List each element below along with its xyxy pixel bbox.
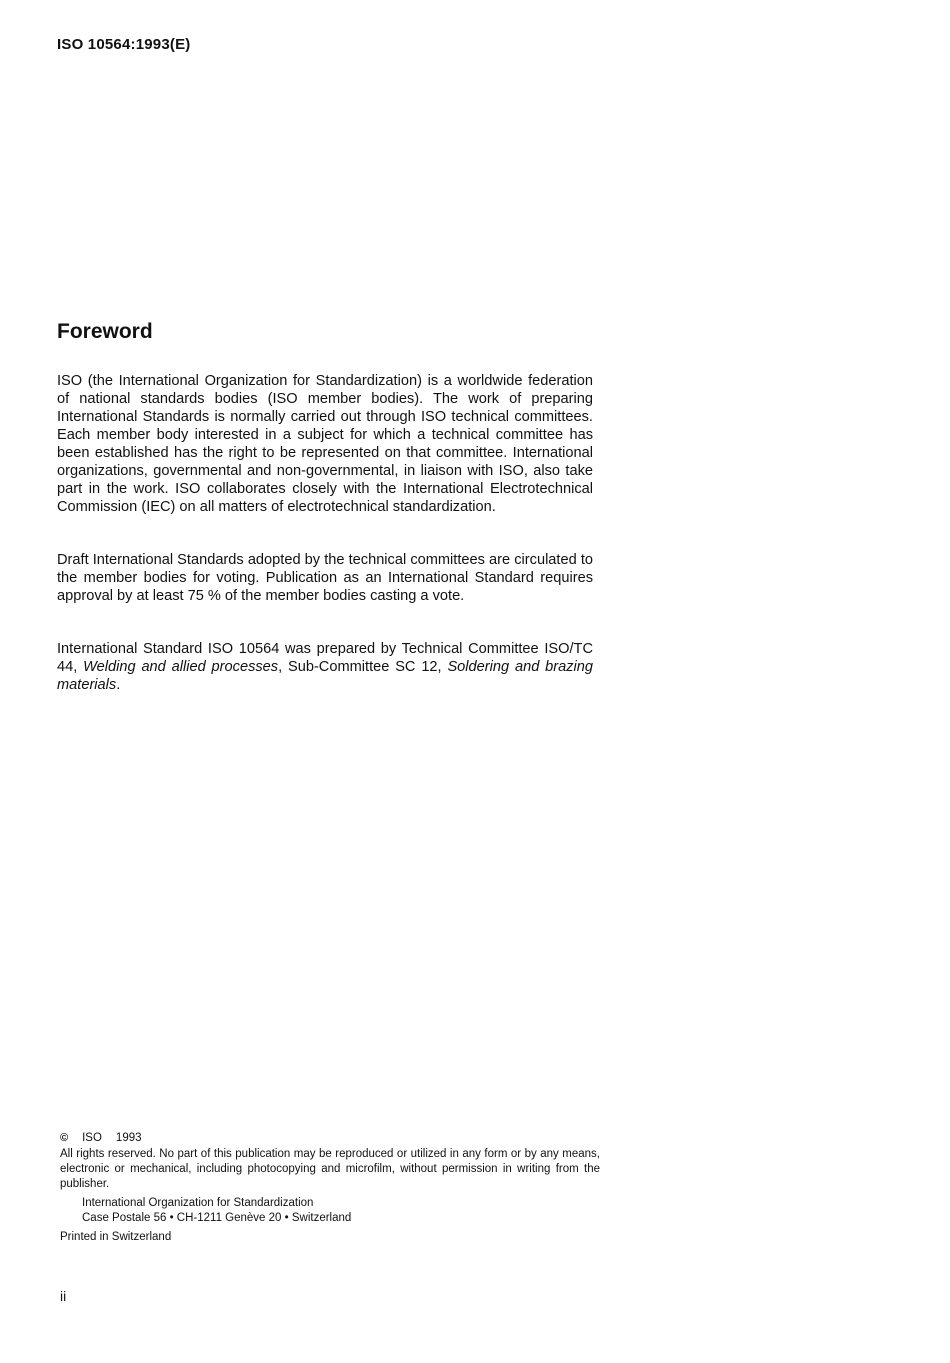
publisher-address [60,1196,600,1226]
copyright-line [60,1131,600,1146]
committee-name: Welding and allied processes [83,659,279,675]
rights-notice: All rights reserved. No part of this publication may be reproduced or utilized in any form or by any means, electronic or mechanical, including photocopying and microfilm, without permission in writing from the publisher. [60,1148,600,1190]
organization-name: International Organization for Standardization [82,1197,314,1209]
copyright-block [60,1131,600,1245]
copyright-holder: ISO [82,1132,102,1144]
printed-notice: Printed in Switzerland [60,1231,172,1243]
postal-address: Case Postale 56 • CH-1211 Genève 20 • Switzerland [82,1212,352,1224]
foreword-paragraph-1: ISO (the International Organization for Standardization) is a worldwide federation of national standards bodies (ISO member bodies). The work of preparing International Standards is normally carried out through ISO technical committees. Each member body interested in a subject for which a technical committee has been established has the right to be represented on that committee. International organizations, governmental and non-governmental, in liaison with ISO, also take part in the work. ISO collaborates closely with the International Electrotechnical Commission (IEC) on all matters of electrotechnical standardization. [57,373,593,515]
paragraph-3-text-1: International Standard ISO 10564 was prepared by Technical Committee ISO/TC 44, [57,641,593,675]
page-number: ii [60,1288,67,1304]
copyright-icon: © [60,1132,69,1144]
foreword-title: Foreword [57,320,153,343]
foreword-paragraph-2: Draft International Standards adopted by the technical committees are circulated to the member bodies for voting. Publication as an International Standard requires approval by at least 75 % of the member bodies casting a vote. [57,552,593,604]
foreword-paragraph-3 [57,640,593,694]
subcommittee-name: Soldering and brazing materials [57,659,594,693]
copyright-year: 1993 [115,1132,142,1144]
document-id-header: ISO 10564:1993(E) [57,36,191,53]
paragraph-3-text-2: , Sub-Committee SC 12, [278,659,448,675]
paragraph-3-text-3: . [116,677,121,693]
